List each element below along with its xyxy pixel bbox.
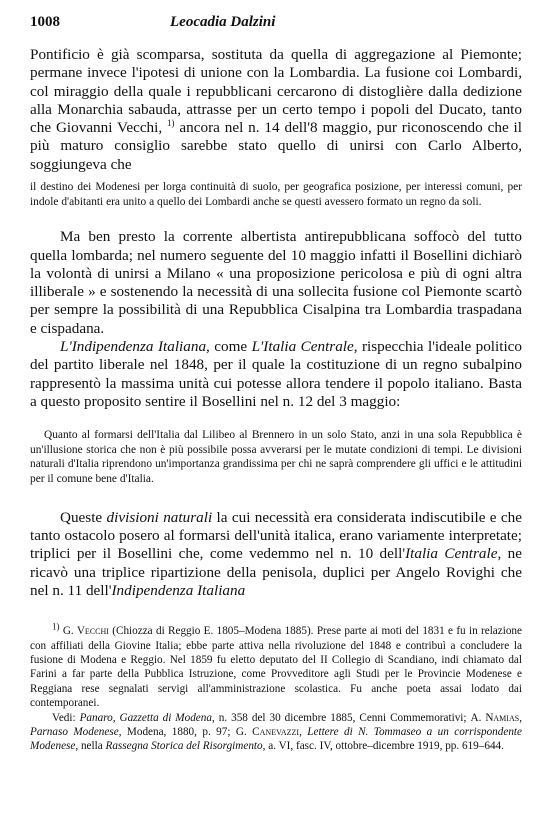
journal-title: Indipendenza Italiana — [111, 581, 246, 599]
footnote-sources-text: , — [519, 711, 522, 724]
paragraph-1-text-b: ancora nel n. 14 dell'8 maggio, pur riconoscendo che il più maturo consiglio sarebbe stato quello di unirsi con Carlo Alberto, soggiungeva che — [30, 119, 522, 173]
journal-title: Italia Centrale — [405, 545, 498, 563]
footnote-marker: 1) — [52, 621, 60, 632]
body-paragraph-4 — [30, 509, 522, 600]
footnote-1 — [30, 621, 522, 710]
paragraph-4-text: la cui necessità era considerata indiscutibile e che tanto ostacolo posero al formarsi dell'unità italica, erano variamente interpretate; triplici per il Bosellini che, come vedemmo nel n. 10 dell' — [30, 508, 522, 563]
paragraph-1-text-a: Pontificio è già scomparsa, sostituta da quella di aggregazione al Piemonte; permane invece l'ipotesi di unione con la Lombardia. La fusione coi Lombardi, col miraggio della quale i repubblicani cercarono di distoglière dalla dedizione alla Monarchia sabauda, attrasse per un certo tempo i popoli del Ducato, tanto che Giovanni Vecchi, — [30, 46, 522, 137]
footnote-subject-name: G. Vecchi — [62, 625, 109, 638]
paragraph-4-text: Queste — [60, 508, 107, 526]
journal-title: L'Indipendenza Italiana — [60, 338, 207, 356]
paragraph-3-text: , come — [206, 338, 252, 356]
running-head: Leocadia Dalzini — [170, 14, 276, 30]
source-title: Panaro, Gazzetta di Modena — [79, 711, 212, 724]
journal-title: L'Italia Centrale — [251, 338, 354, 356]
footnote-sources — [30, 711, 522, 754]
footnote-reference: 1) — [167, 118, 175, 129]
block-quote-2: Quanto al formarsi dell'Italia dal Lilibeo al Brennero in un solo Stato, anzi in una sola Repubblica è un'illusione storica che non è più possibile possa avverarsi per le mutate condizioni di tempi. Le divisioni naturali d'Italia riprendono un'importanza grandissima per chi ne saprà comprendere gli uffici e le attitudini per il comune bene d'Italia. — [30, 429, 522, 486]
footnote-sources-text: , n. 358 del 30 dicembre 1885, Cenni Commemorativi; — [211, 711, 471, 724]
body-paragraph-1 — [30, 46, 522, 174]
block-quote-1: il destino dei Modenesi per lorga continuità di suolo, per geografica posizione, per interessi comuni, per indole d'abitanti era unito a quello dei Lombardi anche se questi avessero formato un regno da soli. — [30, 181, 522, 208]
body-paragraph-2: Ma ben presto la corrente albertista antirepubblicana soffocò del tutto quella lombarda; nel numero seguente del 10 maggio infatti il Bosellini dichiarò la volontà di unirsi a Milano « una proposizione pericolosa e più di ogni altra illiberale » e sostenendo la necessità di una sollecita fusione col Piemonte scartò per sempre la possibilità di una Repubblica Cisalpina tra Lombardia traspadana e cispadana. — [30, 228, 522, 337]
source-author: A. Namias — [470, 711, 520, 724]
paragraph-4-text: , ne ricavò una triplice ripartizione della penisola, duplici per Angelo Rovighi che nel n. 11 dell' — [30, 545, 522, 599]
source-title: Lettere di N. Tommaseo a un corrispondente Modenese — [30, 725, 522, 753]
footnote-sources-text: , Modena, 1880, p. 97; — [118, 725, 236, 738]
page-number: 1008 — [30, 14, 60, 30]
footnote-sources-text: , a. VI, fasc. IV, ottobre–dicembre 1919, pp. 619–644. — [262, 740, 504, 753]
source-author: G. Canevazzi — [235, 725, 300, 738]
source-title: Rassegna Storica del Risorgimento — [105, 740, 263, 753]
footnote-sources-text: , — [299, 725, 308, 738]
body-paragraph-3 — [30, 338, 522, 411]
emphasis-text: divisioni naturali — [106, 508, 213, 526]
page-header — [30, 14, 522, 36]
paragraph-3-text: , rispecchia l'ideale politico del partito liberale nel 1848, per il quale la costituzione di un regno subalpino rappresentò la massima unità cui potesse allora tendere il popolo italiano. Basta a questo proposito sentire il Bosellini nel n. 12 del 3 maggio: — [30, 338, 523, 410]
source-title: Parnaso Modenese — [30, 725, 119, 738]
footnote-text: (Chiozza di Reggio E. 1805–Modena 1885). Prese parte ai moti del 1831 e fu in relazione con affiliati della Giovine Italia; ebbe parte attiva nella rivoluzione del 1848 e contribuì a concludere la fusione di Modena e Reggio. Nel 1859 fu eletto deputato del II Collegio di Scandiano, indi chiamato dal Farini a far parte della Pubblica Istruzione, come Provveditore agli Studi per le Provincie Modenese e Reggiana rese segnalati servigi all'amministrazione scolastica. Fu anche poeta assai lodato dai contemporanei. — [30, 625, 522, 710]
footnote-sources-text: Vedi: — [52, 711, 80, 724]
footnote-sources-text: , nella — [75, 740, 106, 753]
